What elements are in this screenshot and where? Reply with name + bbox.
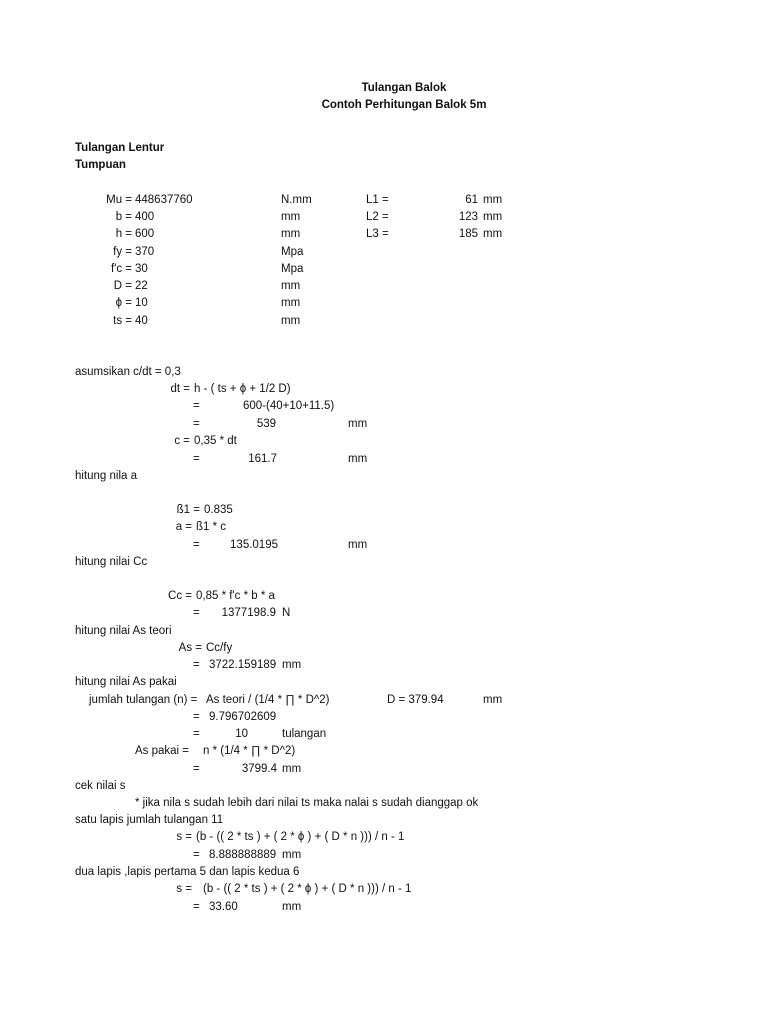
step-heading: hitung nilai As pakai bbox=[75, 676, 177, 688]
cc-formula: 0,85 * f'c * b * a bbox=[196, 590, 275, 602]
unit-label: mm bbox=[282, 849, 302, 861]
param-label: h = bbox=[115, 228, 132, 240]
subsection-heading: Tumpuan bbox=[75, 159, 126, 171]
equals-sign: = bbox=[193, 607, 200, 619]
param-value: 22 bbox=[135, 280, 148, 292]
a-label: a = bbox=[175, 521, 192, 533]
param-label: fy = bbox=[113, 246, 132, 258]
equals-sign: = bbox=[193, 763, 200, 775]
length-label: L2 = bbox=[366, 211, 389, 223]
param-value: 30 bbox=[135, 263, 148, 275]
unit-label: mm bbox=[483, 694, 503, 706]
param-value: 370 bbox=[135, 246, 155, 258]
s-value: 33.60 bbox=[209, 901, 238, 913]
aspakai-formula: n * (1/4 * ∏ * D^2) bbox=[203, 745, 296, 757]
step-heading: hitung nilai Cc bbox=[75, 556, 148, 568]
as-formula: Cc/fy bbox=[206, 642, 233, 654]
dt-formula: h - ( ts + ϕ + 1/2 D) bbox=[194, 383, 291, 395]
equals-sign: = bbox=[193, 400, 200, 412]
n-formula: As teori / (1/4 * ∏ * D^2) bbox=[206, 694, 330, 706]
equals-sign: = bbox=[193, 901, 200, 913]
as-label: As = bbox=[178, 642, 202, 654]
c-value: 161.7 bbox=[248, 453, 277, 465]
param-label: f'c = bbox=[110, 263, 132, 275]
case-heading: satu lapis jumlah tulangan 11 bbox=[75, 814, 224, 826]
unit-label: mm bbox=[282, 659, 302, 671]
page-subtitle: Contoh Perhitungan Balok 5m bbox=[321, 99, 487, 111]
param-unit: mm bbox=[281, 211, 301, 223]
param-unit: N.mm bbox=[281, 194, 312, 206]
unit-label: mm bbox=[348, 539, 368, 551]
param-value: 10 bbox=[135, 297, 148, 309]
equals-sign: = bbox=[193, 453, 200, 465]
param-unit: mm bbox=[281, 315, 301, 327]
length-unit: mm bbox=[483, 228, 503, 240]
param-unit: Mpa bbox=[281, 246, 304, 258]
length-label: L1 = bbox=[366, 194, 389, 206]
n-value: 9.796702609 bbox=[209, 711, 277, 723]
length-unit: mm bbox=[483, 211, 503, 223]
s-label: s = bbox=[176, 831, 192, 843]
cc-value: 1377198.9 bbox=[221, 607, 276, 619]
c-formula: 0,35 * dt bbox=[194, 435, 237, 447]
param-unit: mm bbox=[281, 297, 301, 309]
equals-sign: = bbox=[193, 539, 200, 551]
n-label: jumlah tulangan (n) = bbox=[89, 694, 198, 706]
param-value: 40 bbox=[135, 315, 148, 327]
note-text: * jika nila s sudah lebih dari nilai ts maka nalai s sudah dianggap ok bbox=[135, 797, 479, 809]
aspakai-label: As pakai = bbox=[135, 745, 190, 757]
param-unit: mm bbox=[281, 228, 301, 240]
equals-sign: = bbox=[193, 711, 200, 723]
unit-label: N bbox=[282, 607, 291, 619]
param-value: 448637760 bbox=[135, 194, 193, 206]
s-formula: (b - (( 2 * ts ) + ( 2 * ϕ ) + ( D * n ))) / n - 1 bbox=[196, 831, 405, 843]
beta-value: 0.835 bbox=[204, 504, 233, 516]
dt-value: 539 bbox=[256, 418, 276, 430]
param-label: b = bbox=[115, 211, 132, 223]
dt-label: dt = bbox=[170, 383, 190, 395]
dt-substitution: 600-(40+10+11.5) bbox=[243, 400, 335, 412]
a-value: 135.0195 bbox=[230, 539, 278, 551]
n-rounded: 10 bbox=[235, 728, 248, 740]
cc-label: Cc = bbox=[168, 590, 192, 602]
beta-label: ß1 = bbox=[176, 504, 200, 516]
step-heading: hitung nilai As teori bbox=[75, 625, 172, 637]
equals-sign: = bbox=[193, 849, 200, 861]
unit-label: mm bbox=[282, 763, 302, 775]
s-value: 8.888888889 bbox=[209, 849, 277, 861]
unit-label: mm bbox=[348, 453, 368, 465]
length-label: L3 = bbox=[366, 228, 389, 240]
param-unit: Mpa bbox=[281, 263, 304, 275]
param-label: D = bbox=[113, 280, 132, 292]
case-heading: dua lapis ,lapis pertama 5 dan lapis kedua 6 bbox=[75, 866, 300, 878]
length-value: 61 bbox=[465, 194, 478, 206]
unit-label: mm bbox=[348, 418, 368, 430]
s-label: s = bbox=[176, 883, 192, 895]
step-heading: cek nilai s bbox=[75, 780, 126, 792]
s-formula: (b - (( 2 * ts ) + ( 2 * ϕ ) + ( D * n ))) / n - 1 bbox=[203, 883, 412, 895]
length-value: 123 bbox=[458, 211, 478, 223]
length-unit: mm bbox=[483, 194, 503, 206]
param-value: 400 bbox=[135, 211, 155, 223]
d-side-value: D = 379.94 bbox=[387, 694, 444, 706]
unit-label: mm bbox=[282, 901, 302, 913]
section-heading: Tulangan Lentur bbox=[75, 142, 165, 154]
equals-sign: = bbox=[193, 728, 200, 740]
a-formula: ß1 * c bbox=[196, 521, 227, 533]
n-unit: tulangan bbox=[282, 728, 327, 740]
assumption-text: asumsikan c/dt = 0,3 bbox=[75, 366, 181, 378]
c-label: c = bbox=[174, 435, 190, 447]
equals-sign: = bbox=[193, 659, 200, 671]
length-value: 185 bbox=[458, 228, 478, 240]
equals-sign: = bbox=[193, 418, 200, 430]
param-unit: mm bbox=[281, 280, 301, 292]
step-heading: hitung nila a bbox=[75, 470, 138, 482]
param-label: Mu = bbox=[106, 194, 132, 206]
param-label: ϕ = bbox=[115, 297, 132, 309]
page-title: Tulangan Balok bbox=[361, 82, 447, 94]
aspakai-value: 3799.4 bbox=[241, 763, 277, 775]
as-value: 3722.159189 bbox=[209, 659, 277, 671]
param-label: ts = bbox=[113, 315, 132, 327]
param-value: 600 bbox=[135, 228, 155, 240]
